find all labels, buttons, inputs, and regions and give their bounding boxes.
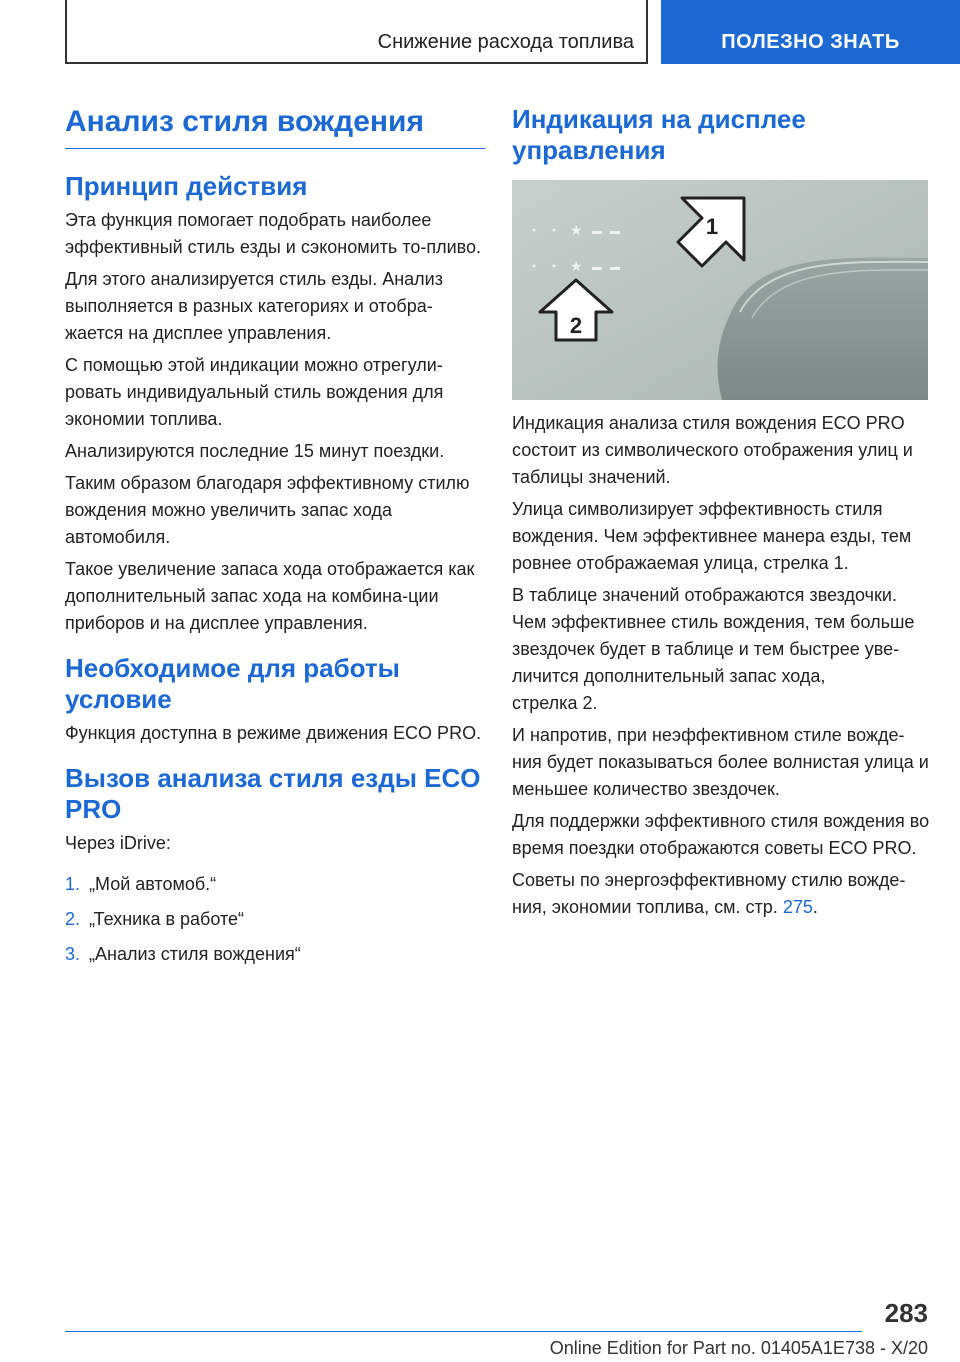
principle-p4: Анализируются последние 15 минут поездки. — [65, 441, 445, 461]
right-column — [512, 104, 932, 921]
list-item — [65, 941, 485, 968]
heading-principle: Принцип действия — [65, 171, 308, 201]
display-p4: И напротив, при неэффективном стиле вожде-ния будет показываться более волнистая улица и меньшее количество звездочек. — [512, 725, 929, 799]
principle-p5: Таким образом благодаря эффективному стилю вождения можно увеличить запас хода автомобиля. — [65, 473, 470, 547]
call-intro: Через iDrive: — [65, 833, 171, 853]
star-icon: ★ — [570, 223, 583, 239]
display-p3: В таблице значений отображаются звездочки. Чем эффективнее стиль вождения, тем больше звездочек будет в таблице и тем быстрее уве-личится дополнительный запас хода, — [512, 585, 915, 686]
page-title: Анализ стиля вождения — [65, 104, 485, 149]
list-number: 2. — [65, 909, 81, 929]
requirement-p1: Функция доступна в режиме движения ECO PRO. — [65, 723, 482, 743]
left-column — [65, 104, 485, 976]
list-number: 1. — [65, 874, 81, 894]
arrow-1-label: 1 — [705, 214, 719, 239]
footer-divider — [65, 1331, 862, 1332]
heading-display: Индикация на дисплее управления — [512, 104, 806, 165]
list-item — [65, 906, 485, 933]
heading-call: Вызов анализа стиля езды ECO PRO — [65, 763, 481, 824]
display-p6 — [512, 867, 932, 921]
list-text: „Мой автомоб.“ — [89, 874, 217, 894]
header-section-box — [65, 0, 648, 64]
page-link[interactable]: 275 — [782, 897, 813, 917]
star-icon: ★ — [570, 259, 583, 275]
list-text: „Техника в работе“ — [89, 909, 245, 929]
display-p3b: стрелка 2. — [512, 693, 598, 713]
display-p6-text: Советы по энергоэффективному стилю вожде-ния, экономии топлива, см. стр. — [512, 870, 906, 917]
list-number: 3. — [65, 944, 81, 964]
principle-p1: Эта функция помогает подобрать наиболее эффективный стиль езды и сэкономить то-пливо. — [65, 210, 482, 257]
header-chapter-tab[interactable] — [661, 0, 960, 64]
heading-requirement: Необходимое для работы условие — [65, 653, 400, 714]
arrow-2-label: 2 — [569, 313, 583, 338]
list-text: „Анализ стиля вождения“ — [89, 944, 301, 964]
principle-p6: Такое увеличение запаса хода отображается как дополнительный запас хода на комбина-ции приборов и на дисплее управления. — [65, 559, 475, 633]
list-item — [65, 871, 485, 898]
page-number: 283 — [884, 1298, 928, 1328]
display-p1: Индикация анализа стиля вождения ECO PRO состоит из символического отображения улиц и таблицы значений. — [512, 413, 913, 487]
principle-p3: С помощью этой индикации можно отрегули-ровать индивидуальный стиль вождения для экономии топлива. — [65, 355, 444, 429]
principle-p2: Для этого анализируется стиль езды. Анализ выполняется в разных категориях и отобра-жается на дисплее управления. — [65, 269, 443, 343]
display-p2: Улица символизирует эффективность стиля вождения. Чем эффективнее манера езды, тем ровнее отображаемая улица, стрелка 1. — [512, 499, 912, 573]
display-p6-end: . — [812, 897, 818, 917]
footer-edition: Online Edition for Part no. 01405A1E738 - X/20 — [549, 1338, 928, 1358]
header-section-title: Снижение расхода топлива — [377, 31, 634, 53]
header-chapter-title: ПОЛЕЗНО ЗНАТЬ — [721, 31, 900, 53]
eco-pro-display-illustration — [512, 180, 928, 400]
display-p5: Для поддержки эффективного стиля вождения во время поездки отображаются советы ECO PRO. — [512, 811, 930, 858]
